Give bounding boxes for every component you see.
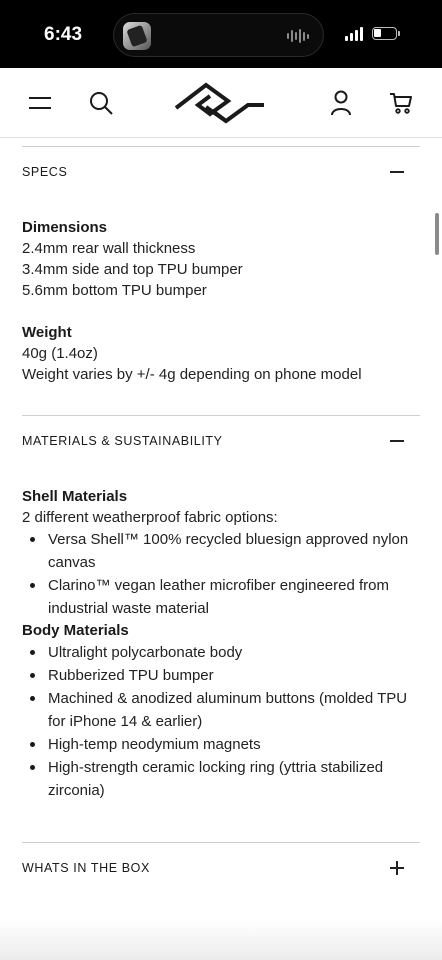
dynamic-island[interactable] [113,13,324,57]
list-item: Clarino™ vegan leather microfiber engineered from industrial waste material [22,574,420,620]
peak-design-logo[interactable] [170,81,270,125]
minus-icon[interactable] [390,433,406,449]
site-header [0,68,442,138]
shell-materials-heading: Shell Materials [22,488,128,505]
battery-icon [372,27,397,40]
body-materials-list [22,641,420,802]
minus-icon[interactable] [390,164,406,180]
search-icon[interactable] [86,88,116,118]
shell-materials-intro: 2 different weatherproof fabric options: [22,509,278,526]
status-bar [0,0,442,68]
whats-in-box-title: WHATS IN THE BOX [22,860,150,875]
cellular-signal-icon [345,27,363,41]
dimension-item: 2.4mm rear wall thickness [22,240,196,257]
weight-item: Weight varies by +/- 4g depending on phone model [22,366,362,383]
hamburger-menu-icon[interactable] [25,88,55,118]
dimension-item: 5.6mm bottom TPU bumper [22,282,207,299]
bottom-fade [0,920,442,960]
list-item: Versa Shell™ 100% recycled bluesign approved nylon canvas [22,528,420,574]
list-item: High-strength ceramic locking ring (yttria stabilized zirconia) [22,756,420,802]
now-playing-artwork-icon [123,22,151,50]
status-time: 6:43 [44,24,83,45]
materials-accordion-header[interactable] [22,415,420,465]
weight-item: 40g (1.4oz) [22,345,98,362]
materials-title: MATERIALS & SUSTAINABILITY [22,433,223,448]
list-item: Ultralight polycarbonate body [22,641,420,664]
scrollbar[interactable] [435,213,439,255]
whats-in-box-accordion-header[interactable] [22,842,420,892]
list-item: Rubberized TPU bumper [22,664,420,687]
specs-accordion-header[interactable] [22,146,420,196]
shell-materials-list [22,528,420,620]
cart-icon[interactable] [386,88,416,118]
specs-title: SPECS [22,164,68,179]
list-item: High-temp neodymium magnets [22,733,420,756]
plus-icon[interactable] [390,860,406,876]
dimension-item: 3.4mm side and top TPU bumper [22,261,243,278]
body-materials-heading: Body Materials [22,622,129,639]
account-icon[interactable] [326,88,356,118]
list-item: Machined & anodized aluminum buttons (molded TPU for iPhone 14 & earlier) [22,687,420,733]
dimensions-heading: Dimensions [22,219,108,236]
audio-waveform-icon [287,29,309,43]
product-details [22,138,420,892]
weight-heading: Weight [22,324,72,341]
